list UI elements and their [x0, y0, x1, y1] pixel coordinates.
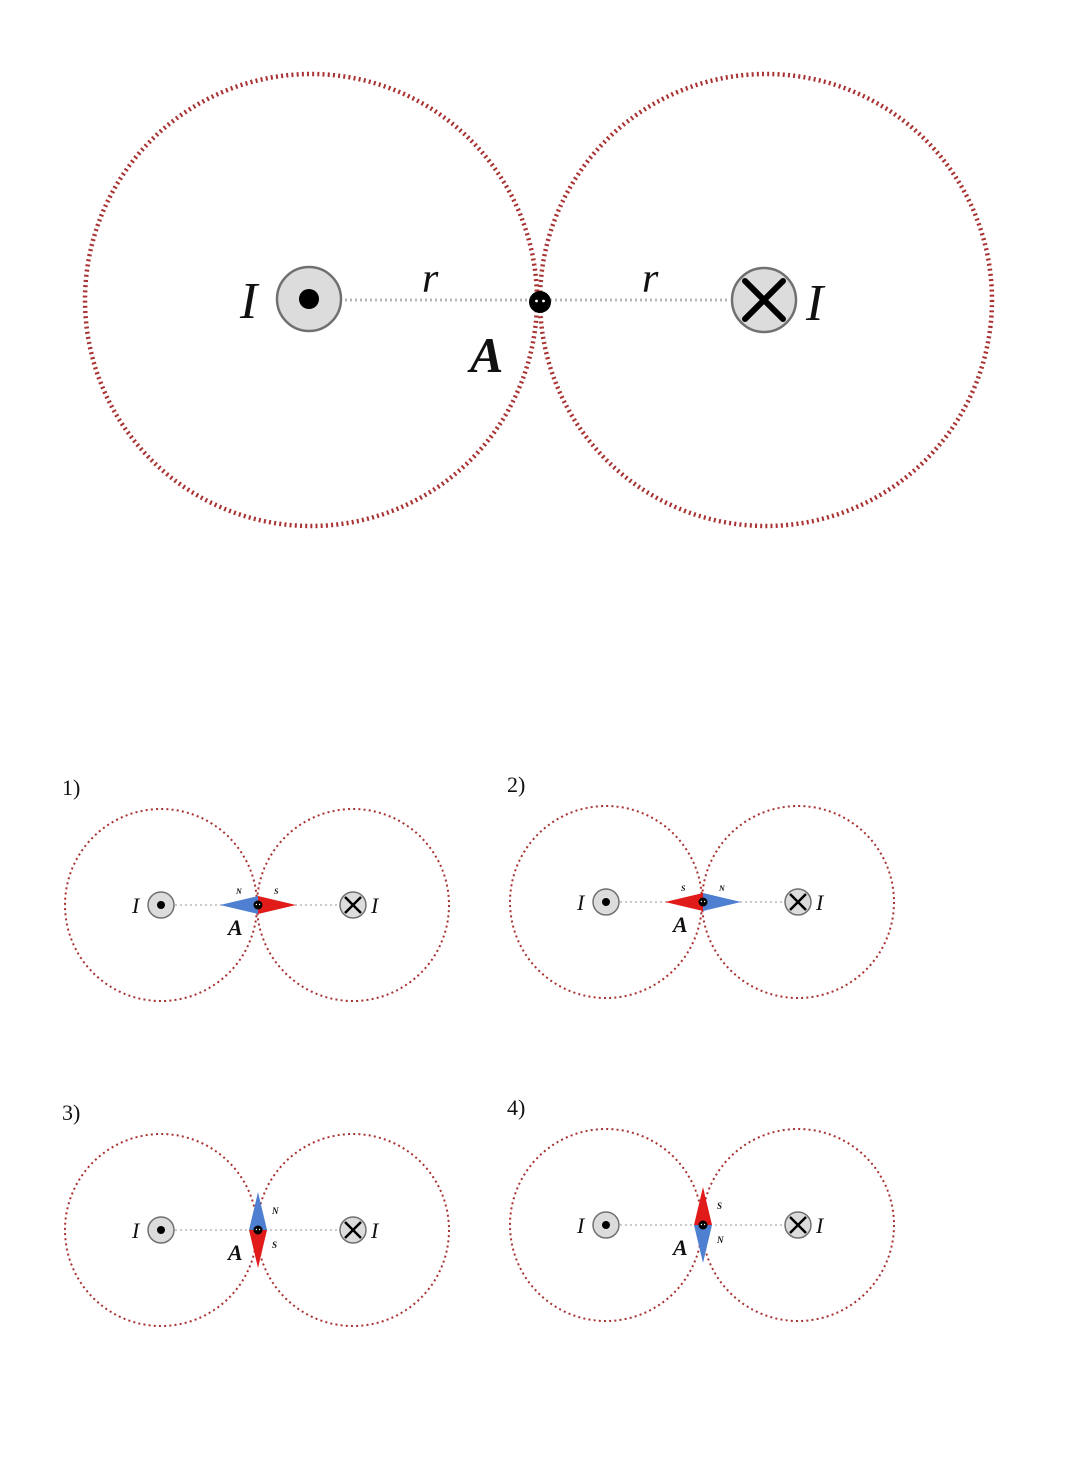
- current-label-right: I: [371, 893, 379, 918]
- current-label-left: I: [132, 893, 140, 918]
- current-label-left: I: [132, 1218, 140, 1243]
- option-1[interactable]: [62, 775, 449, 1001]
- point-a-marker: [254, 1226, 263, 1235]
- point-a-marker: [254, 901, 263, 910]
- distance-label-left: r: [422, 256, 439, 302]
- option-number: 2): [507, 772, 526, 797]
- pole-label-second: N: [719, 884, 725, 893]
- wire-into-page: [340, 892, 366, 918]
- needle-second-half: [258, 896, 296, 914]
- wire-out-of-page: [148, 1217, 174, 1243]
- dot-icon: [602, 1221, 610, 1229]
- pole-label-second: S: [274, 887, 279, 896]
- main-figure: [85, 74, 992, 526]
- dot-icon: [157, 1226, 165, 1234]
- distance-label-right: r: [642, 256, 659, 302]
- dot-icon: [602, 898, 610, 906]
- pole-label-second: N: [717, 1235, 724, 1245]
- option-number: 1): [62, 775, 81, 800]
- point-label-a: A: [470, 327, 504, 383]
- current-label-right: I: [371, 1218, 379, 1243]
- current-label-left: I: [240, 273, 258, 330]
- needle-first-half: [249, 1192, 267, 1230]
- pole-label-first: S: [717, 1201, 723, 1211]
- current-label-left: I: [577, 890, 585, 915]
- point-label-a: A: [673, 1235, 688, 1260]
- wire-out-of-page: [277, 267, 341, 331]
- pole-label-first: N: [236, 887, 242, 896]
- needle-first-half: [694, 1187, 712, 1225]
- point-label-a: A: [228, 915, 243, 940]
- point-a-marker: [699, 1221, 708, 1230]
- option-number: 3): [62, 1100, 81, 1125]
- needle-second-half: [703, 893, 741, 911]
- option-2[interactable]: [507, 772, 894, 998]
- point-a-marker: [529, 291, 551, 313]
- needle-first-half: [665, 893, 703, 911]
- pole-label-first: S: [681, 884, 686, 893]
- wire-out-of-page: [593, 1212, 619, 1238]
- wire-into-page: [340, 1217, 366, 1243]
- current-label-left: I: [577, 1213, 585, 1238]
- option-3[interactable]: [62, 1100, 449, 1326]
- wire-out-of-page: [593, 889, 619, 915]
- option-number: 4): [507, 1095, 526, 1120]
- dot-icon: [299, 289, 319, 309]
- wire-into-page: [732, 268, 796, 332]
- current-label-right: I: [816, 1213, 824, 1238]
- point-a-marker: [699, 898, 708, 907]
- option-4[interactable]: [507, 1095, 894, 1321]
- pole-label-first: N: [272, 1206, 279, 1216]
- dot-icon: [157, 901, 165, 909]
- wire-into-page: [785, 889, 811, 915]
- pole-label-second: S: [272, 1240, 278, 1250]
- point-label-a: A: [228, 1240, 243, 1265]
- current-label-right: I: [806, 275, 824, 332]
- point-label-a: A: [673, 912, 688, 937]
- wire-into-page: [785, 1212, 811, 1238]
- needle-first-half: [220, 896, 258, 914]
- current-label-right: I: [816, 890, 824, 915]
- wire-out-of-page: [148, 892, 174, 918]
